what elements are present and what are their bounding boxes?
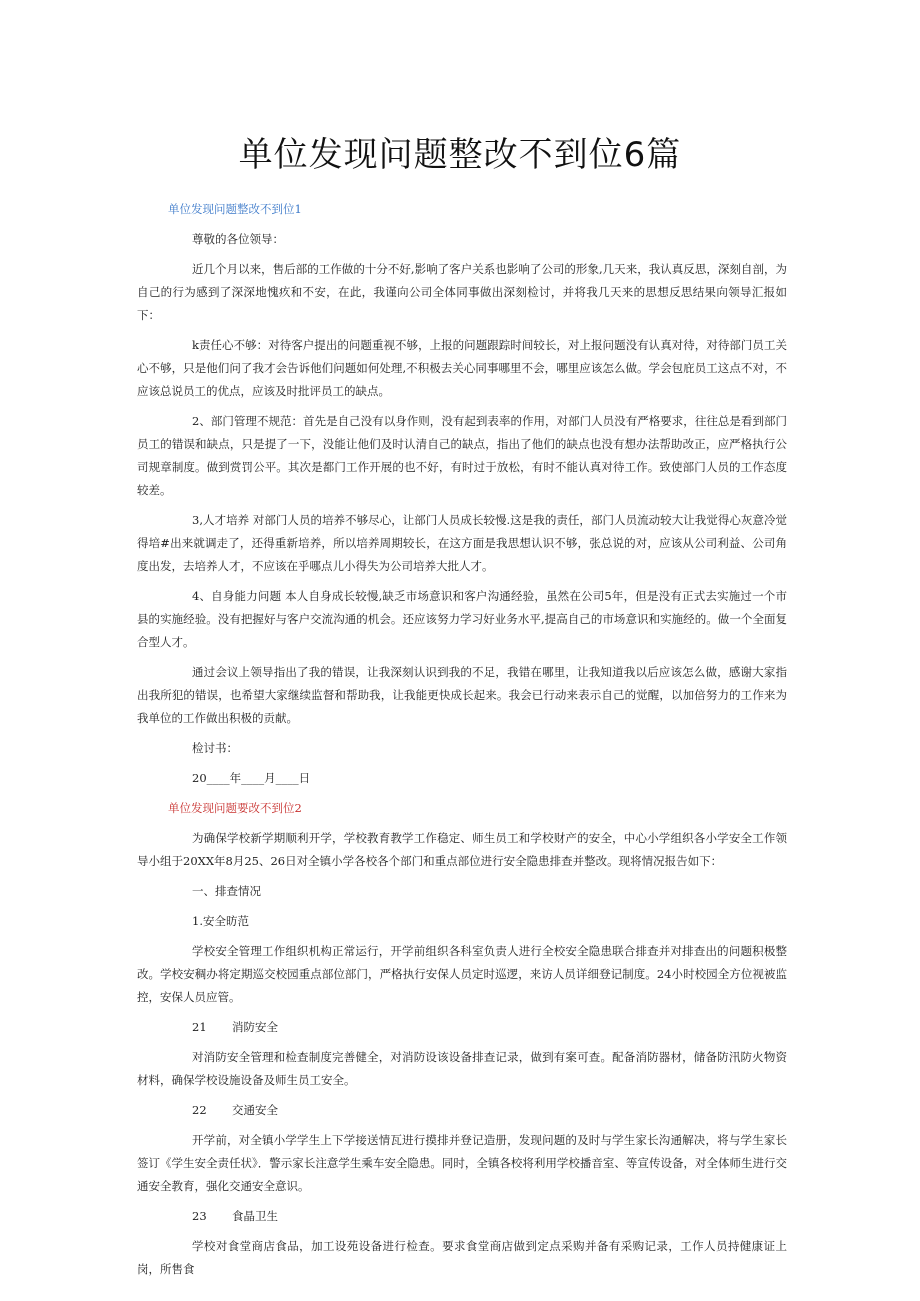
subsection-number: 23: [192, 1209, 207, 1223]
paragraph: 为确保学校新学期顺利开学，学校教育教学工作稳定、师生员工和学校财产的安全，中心小学组织各小学安全工作领导小组于20XX年8月25、26日对全镇小学各校各个部门和重点部位进行安全隐患排查并整改。现将情况报告如下：: [137, 831, 787, 868]
paragraph: 4、自身能力问题 本人自身成长较慢,缺乏市场意识和客户沟通经验，虽然在公司5年，但是没有正式去实施过一个市县的实施经验。没有把握好与客户交流沟通的机会。还应该努力学习好业务水平,提高自己的市场意识和实施经的。做一个全面复合型人才。: [137, 589, 787, 649]
subsection-label: 食晶卫生: [232, 1209, 278, 1223]
paragraph: 开学前，对全镇小学学生上下学接送情瓦进行摸排并登记造册，发现问题的及时与学生家长沟通解决，将与学生家长签订《学生安全责任状》．警示家长注意学生乘车安全隐患。同时，全镇各校将利用学校播音室、等宣传设备，对全体师生进行交通安全教育，强化交通安全意识。: [137, 1133, 787, 1193]
paragraph: 近几个月以来，售后部的工作做的十分不好,影响了客户关系也影响了公司的形象,几天来，我认真反思，深刻自剖，为自己的行为感到了深深地愧疚和不安，在此，我谨向公司全体同事做出深刻检讨，并将我几天来的思想反思结果向领导汇报如下：: [137, 262, 787, 322]
section-heading-2: 单位发现问题要改不到位2: [168, 801, 302, 815]
paragraph: 学校对食堂商店食品，加工设苑设备进行检查。要求食堂商店做到定点采购并备有采购记录，工作人员持健康证上岗，所售食: [137, 1239, 787, 1276]
date-line: 20____年____月____日: [192, 771, 311, 785]
document-body: [137, 198, 787, 1288]
paragraph: 3,人才培养 对部门人员的培养不够尽心，让部门人员成长较慢.这是我的责任，部门人员流动较大让我觉得心灰意冷觉得培#出来就调走了，还得重新培养，所以培养周期较长，在这方面是我思想认识不够，张总说的对，应该从公司利益、公司角度出发，去培养人才，不应该在乎哪点儿小得失为公司培养大批人才。: [137, 513, 787, 573]
subsection-label: 消防安全: [232, 1020, 278, 1034]
section-heading-1: 单位发现问题整改不到位1: [168, 202, 302, 216]
paragraph: 通过会议上领导指出了我的错误，让我深刻认识到我的不足，我错在哪里，让我知道我以后应该怎么做，感谢大家指出我所犯的错误，也希望大家继续监督和帮助我，让我能更快成长起来。我会已行动来表示自己的觉醒，以加倍努力的工作来为我单位的工作做出积极的贡献。: [137, 665, 787, 725]
paragraph: 对消防安全管理和检查制度完善健全，对消防设该设备排查记录，做到有案可查。配备消防器材，储备防汛防火物资材料，确保学校设施设备及师生员工安全。: [137, 1050, 787, 1087]
greeting: 尊敬的各位领导：: [192, 232, 284, 246]
subsection-title: [137, 1016, 787, 1039]
paragraph: 学校安全管理工作组织机构正常运行，开学前组织各科室负责人进行全校安全隐患联合排查并对排查出的问题积极整改。学校安稠办将定期巡交校园重点部位部门，严格执行安保人员定时巡逻，来访人员详细登记制度。24小时校园全方位视被监控，安保人员应管。: [137, 944, 787, 1004]
page-title: 单位发现问题整改不到位6篇: [238, 135, 682, 175]
subsection-number: 21: [192, 1020, 207, 1034]
subsection-label: 交通安全: [232, 1103, 278, 1117]
subsection-title: [137, 1205, 787, 1228]
paragraph: k责任心不够：对待客户提出的问题重视不够，上报的问题跟踪时间较长，对上报问题没有认真对待，对待部门员工关心不够，只是他们问了我才会告诉他们问题如何处理,不积极去关心同事哪里不会，哪里应该怎么做。学会包庇员工这点不对，不应该总说员工的优点，应该及时批评员工的缺点。: [137, 338, 787, 398]
subsection-title: [137, 1099, 787, 1122]
subsection-title: 1.安全昉范: [192, 914, 249, 928]
section-title: 一、排查情况: [192, 884, 261, 898]
paragraph: 2、部门管理不规范：首先是自己没有以身作则，没有起到表率的作用，对部门人员没有严格要求，往往总是看到部门员工的错误和缺点，只是提了一下，没能让他们及时认清自己的缺点，指出了他们的缺点也没有想办法帮助改正，应严格执行公司规章制度。做到赏罚公平。其次是都门工作开展的也不好，有时过于放松，有时不能认真对待工作。致使部门人员的工作态度较差。: [137, 414, 787, 497]
subsection-number: 22: [192, 1103, 207, 1117]
signature-label: 检讨书：: [192, 741, 238, 755]
